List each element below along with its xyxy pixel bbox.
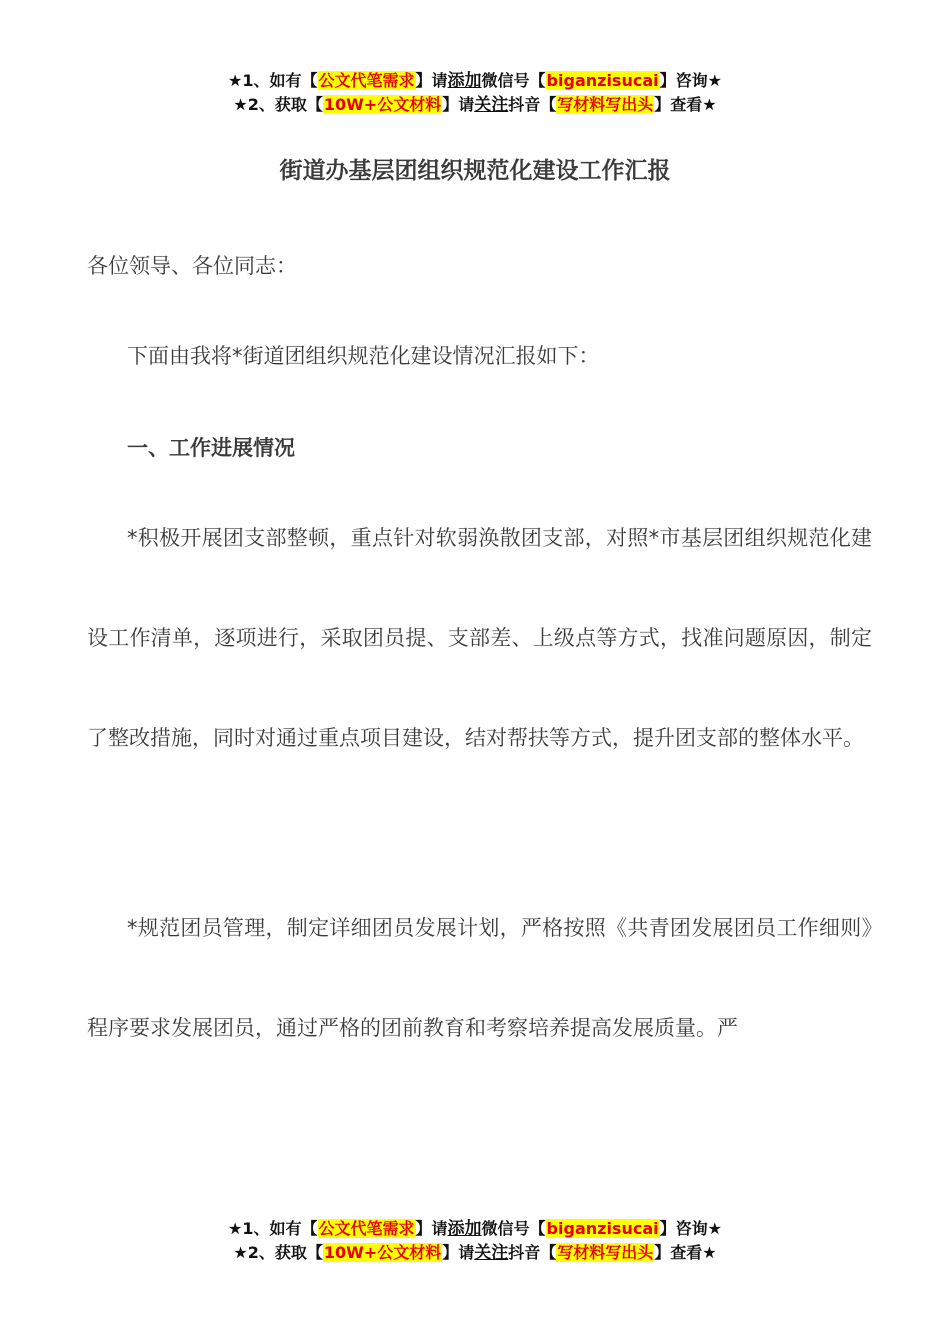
promo-douyin-id: 写材料写出头 <box>557 1243 654 1262</box>
promo-line-1 <box>0 69 950 93</box>
salutation: 各位领导、各位同志： <box>87 254 297 278</box>
promo-douyin-id: 写材料写出头 <box>557 95 654 114</box>
body-paragraph-1: *积极开展团支部整顿，重点针对软弱涣散团支部，对照*市基层团组织规范化建设工作清单，逐项进行，采取团员提、支部差、上级点等方式，找准问题原因，制定了整改措施，同时对通过重点项目建设，结对帮扶等方式，提升团支部的整体水平。 <box>87 526 872 750</box>
promo-line-2 <box>0 1241 950 1265</box>
promo-highlight: 10W+公文材料 <box>323 95 442 114</box>
promo-text: 】咨询★ <box>659 1219 722 1238</box>
promo-text: ★2、获取【 <box>233 95 323 114</box>
promo-text: 微信号【 <box>481 1219 546 1238</box>
footer-promo-banner <box>0 1217 950 1265</box>
promo-wechat-id: biganzisucai <box>546 1219 659 1238</box>
promo-highlight: 公文代笔需求 <box>318 1219 415 1238</box>
promo-line-1 <box>0 1217 950 1241</box>
promo-text: 】查看★ <box>654 1243 717 1262</box>
promo-text: 】请 <box>415 71 448 90</box>
promo-text: 】请 <box>442 1243 475 1262</box>
promo-text: ★2、获取【 <box>233 1243 323 1262</box>
promo-text: 微信号【 <box>481 71 546 90</box>
body-paragraph-2: *规范团员管理，制定详细团员发展计划，严格按照《共青团发展团员工作细则》程序要求发展团员，通过严格的团前教育和考察培养提高发展质量。严 <box>87 916 872 1040</box>
promo-text: 】请 <box>442 95 475 114</box>
promo-underlined: 关注 <box>474 1243 509 1263</box>
promo-underlined: 添加 <box>447 71 482 91</box>
promo-highlight: 公文代笔需求 <box>318 71 415 90</box>
promo-wechat-id: biganzisucai <box>546 71 659 90</box>
promo-text: 抖音【 <box>508 95 557 114</box>
promo-highlight: 10W+公文材料 <box>323 1243 442 1262</box>
promo-text: 抖音【 <box>508 1243 557 1262</box>
header-promo-banner <box>0 69 950 117</box>
promo-text: ★1、如有【 <box>228 71 318 90</box>
promo-text: 】请 <box>415 1219 448 1238</box>
promo-text: 】查看★ <box>654 95 717 114</box>
intro-paragraph: 下面由我将*街道团组织规范化建设情况汇报如下： <box>127 344 600 368</box>
document-title: 街道办基层团组织规范化建设工作汇报 <box>279 158 671 184</box>
promo-text: 】咨询★ <box>659 71 722 90</box>
promo-line-2 <box>0 93 950 117</box>
promo-underlined: 关注 <box>474 95 509 115</box>
promo-text: ★1、如有【 <box>228 1219 318 1238</box>
promo-underlined: 添加 <box>447 1219 482 1239</box>
section-heading: 一、工作进展情况 <box>127 436 295 460</box>
